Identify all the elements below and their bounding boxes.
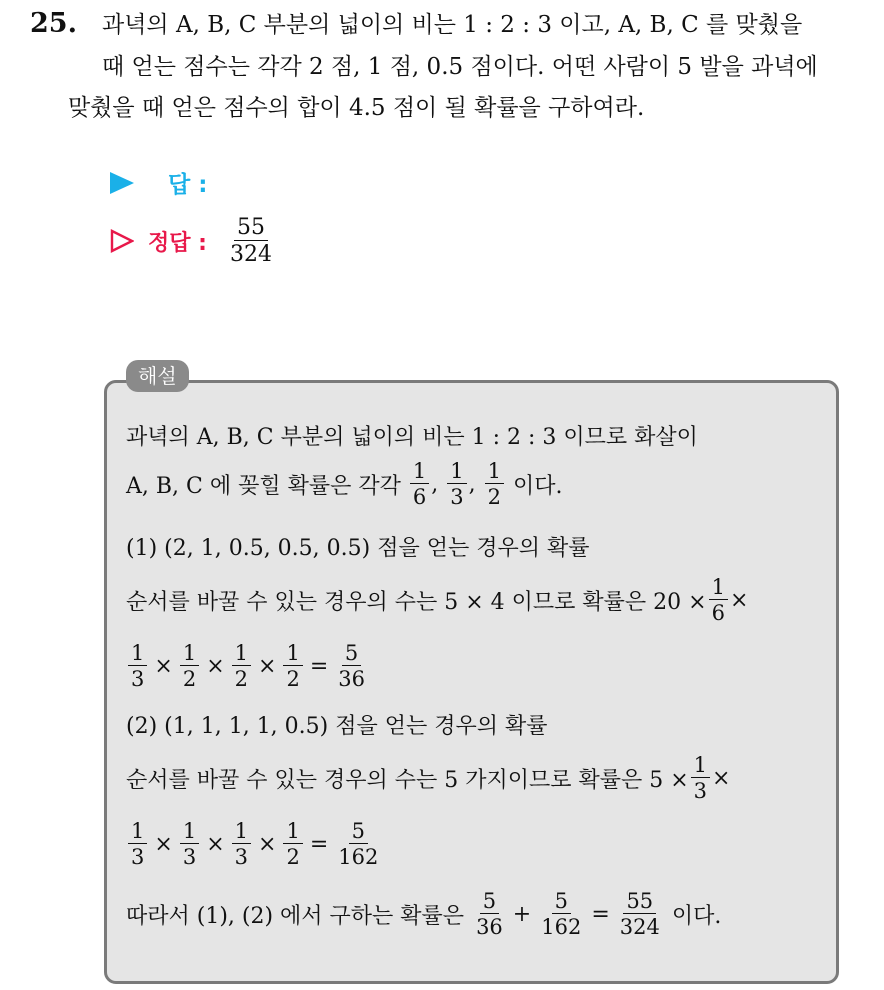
math-operator: × [258,653,277,679]
correct-answer-fraction [227,216,275,266]
fraction-denominator: 3 [182,845,197,870]
math-operator: = [591,901,610,927]
answer-label: 답 : [168,172,208,198]
fraction [180,642,199,690]
fraction-numerator: 1 [691,754,710,778]
fraction [128,820,147,868]
question-number: 25. [30,8,77,39]
fraction-numerator: 1 [128,642,147,666]
fraction-denominator: 6 [711,601,725,626]
fraction-numerator: 55 [234,216,268,241]
fraction-denominator: 2 [286,845,300,870]
math-operator: = [309,831,329,857]
explanation-line-2: A, B, C 에 꽂힐 확률은 각각 $\frac{1}{6}$ , $\frac{1}{3}$ , $\frac{1}{2}$ 이다. [126,459,563,510]
fraction-numerator: 1 [232,642,251,666]
fraction [180,820,199,868]
math-operator: × [154,653,173,679]
fraction-denominator: 2 [234,667,248,692]
outline-play-marker-icon [110,229,134,253]
fraction-numerator: 1 [485,460,504,484]
fraction-denominator: 324 [619,915,660,940]
fraction-numerator: 1 [283,820,302,844]
fraction-denominator: 3 [234,845,248,870]
fraction-numerator: 1 [128,820,147,844]
explanation-line-4: 순서를 바꿀 수 있는 경우의 수는 5 × 4 이므로 확률은 20 × $\frac{1}{6}$ × [126,575,749,626]
fraction [617,890,663,938]
explanation-line-3: (1) (2, 1, 0.5, 0.5, 0.5) 점을 얻는 경우의 확률 [126,536,590,561]
fraction-denominator: 162 [541,915,582,940]
fraction-numerator: 5 [349,820,368,844]
fraction [232,820,251,868]
fraction [709,576,728,624]
fraction-denominator: 3 [131,667,145,692]
fraction-numerator: 5 [552,890,571,914]
explanation-line-1: 과녁의 A, B, C 부분의 넓이의 비는 1 : 2 : 3 이므로 화살이 [126,425,698,450]
fraction-denominator: 3 [131,845,145,870]
fraction-numerator: 1 [709,576,728,600]
correct-answer-label: 정답 : [148,230,207,256]
fraction-numerator: 5 [342,642,361,666]
math-operator: × [154,831,173,857]
fraction [128,642,147,690]
fraction-denominator: 6 [412,485,427,510]
fraction-numerator: 1 [180,642,199,666]
fraction-denominator: 3 [693,779,708,804]
math-operator: + [512,901,532,927]
explanation-line-6: (2) (1, 1, 1, 1, 0.5) 점을 얻는 경우의 확률 [126,714,548,739]
fraction-denominator: 324 [229,242,272,268]
fraction-denominator: 36 [338,667,365,692]
explanation-line-7: 순서를 바꿀 수 있는 경우의 수는 5 가지이므로 확률은 5 × $\frac{1}{3}$ × [126,753,731,804]
question-line-2: 때 얻는 점수는 각각 2 점, 1 점, 0.5 점이다. 어떤 사람이 5 발을 과녁에 [102,54,818,80]
fraction [232,642,251,690]
fraction [335,642,368,690]
fraction-numerator: 55 [623,890,656,914]
fraction-numerator: 1 [232,820,251,844]
fraction-denominator: 2 [286,667,300,692]
fraction [485,460,504,508]
math-operator: × [206,831,225,857]
explanation-line-8 [126,820,383,868]
play-marker-icon [110,172,134,194]
explanation-tag: 해설 [126,360,189,392]
fraction-denominator: 2 [487,485,501,510]
fraction-numerator: 1 [447,460,466,484]
fraction [538,890,584,938]
fraction [691,754,710,802]
fraction-denominator: 36 [476,915,503,940]
explanation-line-9: 따라서 (1), (2) 에서 구하는 확률은 $\frac{5}{36}$ + $\frac{5}{162}$ = $\frac{55}{324}$ 이다. [126,889,722,940]
fraction [283,642,302,690]
fraction [410,460,429,508]
fraction-numerator: 5 [480,890,499,914]
fraction-numerator: 1 [283,642,302,666]
fraction-numerator: 1 [410,460,429,484]
correct-answer-row [110,216,277,266]
math-operator: × [258,831,277,857]
fraction [447,460,466,508]
fraction-denominator: 2 [182,667,197,692]
fraction-denominator: 3 [450,485,464,510]
fraction [473,890,506,938]
question-line-3: 맞췄을 때 얻은 점수의 합이 4.5 점이 될 확률을 구하여라. [68,95,645,121]
explanation-line-5 [126,642,370,690]
fraction [335,820,381,868]
answer-row [110,166,207,199]
question-line-1: 과녁의 A, B, C 부분의 넓이의 비는 1 : 2 : 3 이고, A, B, C 를 맞췄을 [102,12,803,38]
fraction [283,820,302,868]
fraction-denominator: 162 [338,845,379,870]
math-operator: = [309,653,329,679]
math-operator: × [206,653,225,679]
fraction-numerator: 1 [180,820,199,844]
